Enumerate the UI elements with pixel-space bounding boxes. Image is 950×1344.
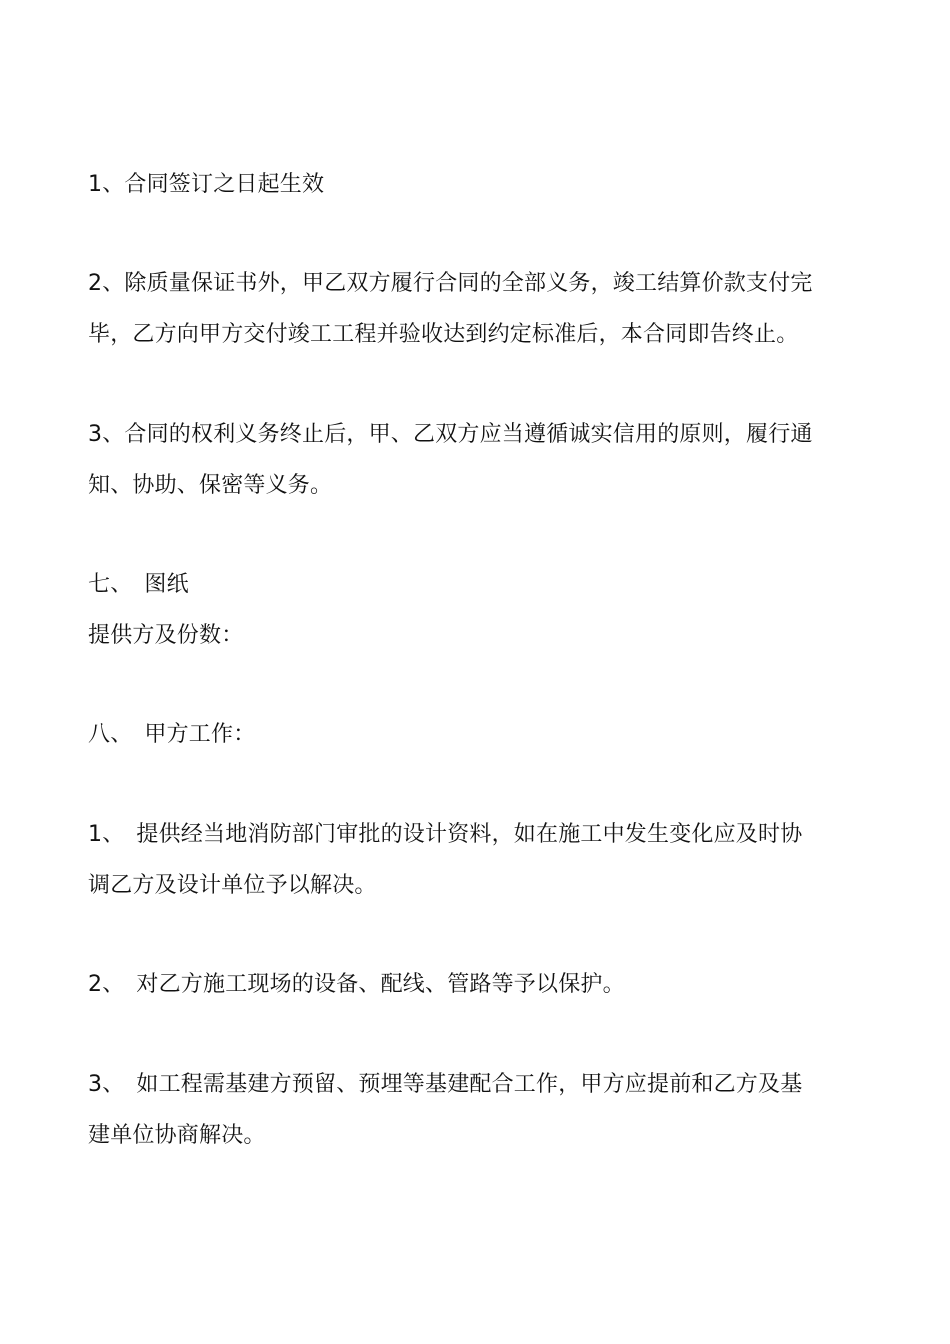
- item-3-line-1: [88, 1070, 878, 1100]
- item-3-text: 如工程需基建方预留、预埋等基建配合工作，甲方应提前和乙方及基: [136, 1072, 803, 1097]
- item-2-line-1: [88, 970, 878, 1000]
- paragraph-2-line-1: 2、除质量保证书外，甲乙双方履行合同的全部义务，竣工结算价款支付完: [88, 271, 813, 296]
- section-7-number: 七、: [88, 572, 133, 597]
- paragraph-3-line-1: 3、合同的权利义务终止后，甲、乙双方应当遵循诚实信用的原则，履行通: [88, 422, 813, 447]
- section-8-heading: [88, 720, 878, 750]
- paragraph-2-line-2: 毕，乙方向甲方交付竣工工程并验收达到约定标准后，本合同即告终止。: [88, 322, 799, 347]
- item-3-line-2: 建单位协商解决。: [88, 1123, 266, 1148]
- item-1-number: 1、: [88, 822, 125, 847]
- item-1-text: 提供经当地消防部门审批的设计资料，如在施工中发生变化应及时协: [136, 822, 803, 847]
- item-2-text: 对乙方施工现场的设备、配线、管路等予以保护。: [136, 972, 625, 997]
- item-2-number: 2、: [88, 972, 125, 997]
- item-1-line-2: 调乙方及设计单位予以解决。: [88, 873, 377, 898]
- section-7-title: 图纸: [144, 572, 189, 597]
- paragraph-3-line-2: 知、协助、保密等义务。: [88, 473, 333, 498]
- section-7-line-2: 提供方及份数：: [88, 623, 244, 648]
- section-7-heading: [88, 570, 878, 600]
- item-3-number: 3、: [88, 1072, 125, 1097]
- section-8-title: 甲方工作：: [144, 722, 256, 747]
- item-1-line-1: [88, 820, 878, 850]
- paragraph-1-line-1: 1、合同签订之日起生效: [88, 172, 325, 197]
- section-8-number: 八、: [88, 722, 133, 747]
